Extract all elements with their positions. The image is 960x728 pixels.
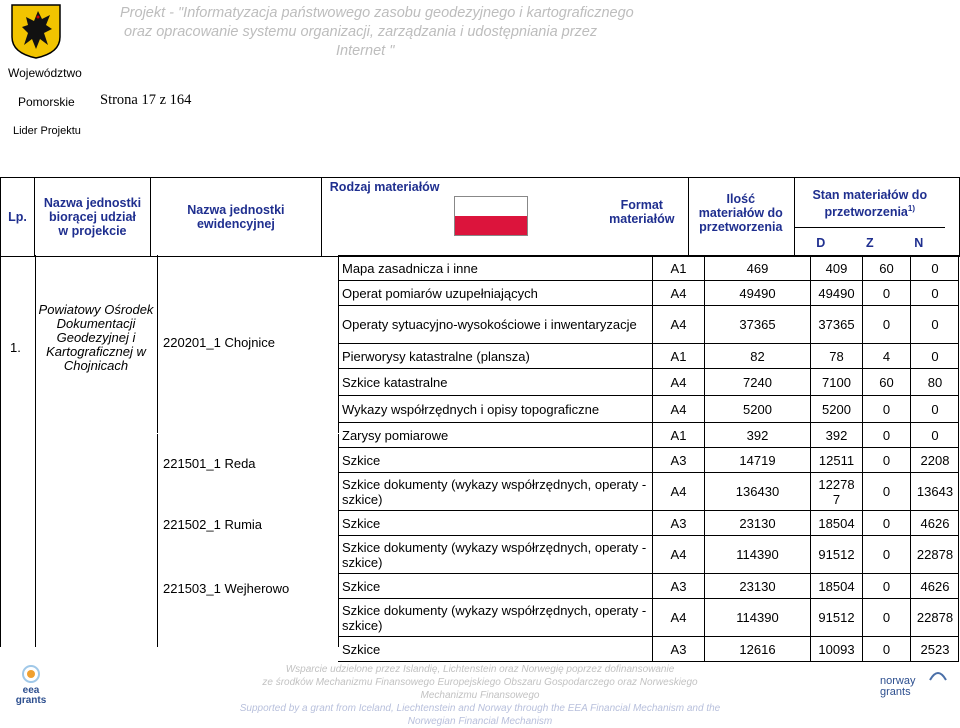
table-body	[0, 255, 960, 657]
cell-d: 18504	[810, 574, 862, 598]
cell-format: A4	[652, 473, 704, 510]
footer-line: ze środków Mechanizmu Finansowego Europejskiego Obszaru Gospodarczego oraz Norweskiego	[262, 677, 698, 688]
header-ilosc	[690, 192, 792, 234]
project-title-line: Internet "	[336, 43, 395, 59]
ewid-name: 221501_1 Reda	[163, 456, 256, 471]
norway-grants-text: norway grants	[880, 675, 916, 698]
unit-name	[36, 303, 156, 373]
header-ilosc-line: Ilość	[726, 192, 756, 206]
header-stan-sup: 1)	[907, 204, 916, 213]
table-row	[338, 598, 959, 636]
table-row	[338, 280, 959, 305]
header-unit	[34, 178, 150, 257]
cell-format: A4	[652, 306, 704, 343]
cell-n: 0	[910, 423, 959, 447]
header-divider	[795, 227, 945, 228]
header-unit-line: Nazwa jednostki	[43, 196, 142, 210]
cell-z: 0	[862, 473, 910, 510]
cell-ilosc: 7240	[704, 369, 810, 395]
cell-ilosc: 12616	[704, 637, 810, 661]
cell-n: 22878	[910, 599, 959, 636]
cell-ilosc: 37365	[704, 306, 810, 343]
cell-n: 4626	[910, 511, 959, 535]
norway-grants-logo	[880, 668, 950, 708]
project-title-line: oraz opracowanie systemu organizacji, zarządzania i udostępniania przez	[124, 24, 598, 40]
cell-ilosc: 82	[704, 344, 810, 368]
cell-ilosc: 114390	[704, 599, 810, 636]
header-divider	[794, 178, 795, 256]
cell-n: 4626	[910, 574, 959, 598]
cell-z: 0	[862, 396, 910, 422]
header-z: Z	[865, 236, 874, 250]
cell-d: 5200	[810, 396, 862, 422]
cell-z: 0	[862, 637, 910, 661]
cell-ilosc: 392	[704, 423, 810, 447]
cell-d: 78	[810, 344, 862, 368]
table-row	[338, 535, 959, 573]
footer-line: Supported by a grant from Iceland, Liechtenstein and Norway through the EEA Financial Mechanism and the	[239, 703, 721, 714]
footer-text	[85, 663, 875, 728]
cell-rodzaj: Pierworysy katastralne (plansza)	[342, 348, 530, 364]
cell-rodzaj: Mapa zasadnicza i inne	[342, 260, 478, 276]
unit-name-line: Powiatowy Ośrodek	[38, 302, 154, 317]
cell-z: 0	[862, 281, 910, 305]
header-unit-line: biorącej udział	[49, 210, 136, 224]
lp-value: 1.	[10, 340, 21, 355]
unit-name-line: Geodezyjnej i	[56, 330, 136, 345]
cell-format: A4	[652, 281, 704, 305]
table-row	[338, 422, 959, 447]
col-border	[157, 255, 158, 647]
wojewodztwo-label: Województwo	[8, 66, 82, 80]
header-stan-text: Stan materiałów do przetworzenia	[812, 188, 928, 220]
cell-format: A4	[652, 369, 704, 395]
table-bottom-border	[338, 661, 959, 662]
cell-ilosc: 49490	[704, 281, 810, 305]
col-border	[0, 255, 1, 647]
cell-n: 2208	[910, 448, 959, 472]
header-ilosc-line: materiałów do	[698, 206, 783, 220]
cell-d: 18504	[810, 511, 862, 535]
ewid-name: 221502_1 Rumia	[163, 517, 263, 532]
header-n: N	[914, 236, 924, 250]
cell-z: 0	[862, 536, 910, 573]
header-stan	[796, 188, 944, 219]
ewid-name: 221503_1 Wejherowo	[163, 581, 290, 596]
cell-d: 392	[810, 423, 862, 447]
coat-of-arms-logo	[10, 3, 62, 59]
cell-format: A4	[652, 599, 704, 636]
cell-n: 0	[910, 306, 959, 343]
cell-d: 10093	[810, 637, 862, 661]
header-rodzaj: Rodzaj materiałów	[329, 180, 440, 194]
cell-format: A4	[652, 396, 704, 422]
polish-flag-icon	[454, 196, 528, 236]
cell-d: 7100	[810, 369, 862, 395]
table-row	[338, 472, 959, 510]
cell-rodzaj: Szkice katastralne	[342, 374, 448, 390]
cell-n: 22878	[910, 536, 959, 573]
cell-format: A4	[652, 536, 704, 573]
cell-z: 0	[862, 511, 910, 535]
cell-n: 0	[910, 281, 959, 305]
cell-format: A1	[652, 423, 704, 447]
table-row	[338, 395, 959, 422]
header-format-line: Format	[620, 198, 663, 212]
header-d: D	[816, 236, 826, 250]
cell-rodzaj: Szkice	[342, 641, 381, 657]
cell-rodzaj: Szkice	[342, 578, 381, 594]
header-format-line: materiałów	[609, 212, 675, 226]
cell-d: 12511	[810, 448, 862, 472]
cell-format: A1	[652, 344, 704, 368]
cell-z: 0	[862, 574, 910, 598]
table-row	[338, 305, 959, 343]
cell-rodzaj: Szkice dokumenty (wykazy współrzędnych, operaty - szkice)	[342, 539, 647, 570]
table-row	[338, 636, 959, 661]
project-title-line: Projekt - "Informatyzacja państwowego zasobu geodezyjnego i kartograficznego	[120, 5, 634, 21]
unit-name-line: Kartograficznej w	[46, 344, 146, 359]
cell-d: 409	[810, 256, 862, 280]
lider-label: Lider Projektu	[13, 125, 81, 137]
ewid-name: 220201_1 Chojnice	[163, 335, 276, 350]
header-ewid: Nazwa jednostki ewidencyjnej	[151, 178, 322, 257]
header-right	[321, 178, 959, 257]
footer-line: Mechanizmu Finansowego	[420, 690, 540, 701]
cell-ilosc: 23130	[704, 574, 810, 598]
page-number: Strona 17 z 164	[100, 92, 192, 108]
cell-rodzaj: Operat pomiarów uzupełniających	[342, 285, 538, 301]
table-row	[338, 510, 959, 535]
wojewodztwo-value: Pomorskie	[18, 95, 75, 109]
cell-n: 80	[910, 369, 959, 395]
header-ilosc-line: przetworzenia	[699, 220, 783, 234]
eea-grants-text: eea grants	[15, 685, 47, 706]
footer-line: Wsparcie udzielone przez Islandię, Lichtenstein oraz Norwegię poprzez dofinansowanie	[285, 664, 675, 675]
cell-rodzaj: Szkice dokumenty (wykazy współrzędnych, operaty - szkice)	[342, 602, 647, 633]
cell-ilosc: 14719	[704, 448, 810, 472]
cell-rodzaj: Operaty sytuacyjno-wysokościowe i inwentaryzacje	[342, 317, 637, 332]
table-row	[338, 368, 959, 395]
unit-name-line: Chojnicach	[63, 358, 129, 373]
eea-grants-logo	[8, 664, 54, 708]
cell-format: A3	[652, 448, 704, 472]
cell-d: 49490	[810, 281, 862, 305]
group-divider	[157, 433, 339, 434]
cell-n: 13643	[910, 473, 959, 510]
cell-ilosc: 469	[704, 256, 810, 280]
cell-z: 0	[862, 423, 910, 447]
cell-n: 2523	[910, 637, 959, 661]
project-title	[120, 4, 640, 61]
cell-rodzaj: Wykazy współrzędnych i opisy topograficzne	[342, 401, 600, 417]
cell-ilosc: 5200	[704, 396, 810, 422]
header-format	[602, 198, 682, 226]
cell-d: 91512	[810, 599, 862, 636]
cell-rodzaj: Szkice dokumenty (wykazy współrzędnych, operaty - szkice)	[342, 476, 647, 507]
cell-rodzaj: Zarysy pomiarowe	[342, 427, 449, 443]
cell-d: 91512	[810, 536, 862, 573]
table-row	[338, 343, 959, 368]
header-lp: Lp.	[1, 178, 35, 257]
cell-format: A3	[652, 574, 704, 598]
cell-z: 0	[862, 448, 910, 472]
table-row	[338, 573, 959, 598]
cell-n: 0	[910, 344, 959, 368]
cell-d: 37365	[810, 306, 862, 343]
cell-ilosc: 114390	[704, 536, 810, 573]
table-row	[338, 255, 959, 280]
cell-z: 4	[862, 344, 910, 368]
materials-table	[0, 177, 960, 257]
cell-ilosc: 23130	[704, 511, 810, 535]
cell-n: 0	[910, 256, 959, 280]
cell-format: A1	[652, 256, 704, 280]
footer-line: Norwegian Financial Mechanism	[407, 716, 553, 727]
cell-format: A3	[652, 511, 704, 535]
cell-z: 60	[862, 256, 910, 280]
unit-name-line: Dokumentacji	[56, 316, 136, 331]
cell-format: A3	[652, 637, 704, 661]
cell-n: 0	[910, 396, 959, 422]
cell-d: 12278 7	[810, 473, 862, 510]
cell-z: 0	[862, 306, 910, 343]
cell-rodzaj: Szkice	[342, 452, 381, 468]
header-unit-line: w projekcie	[58, 224, 127, 238]
table-row	[338, 447, 959, 472]
table-right-border	[958, 255, 959, 661]
header-divider	[688, 178, 689, 256]
cell-rodzaj: Szkice	[342, 515, 381, 531]
cell-z: 60	[862, 369, 910, 395]
cell-z: 0	[862, 599, 910, 636]
cell-ilosc: 136430	[704, 473, 810, 510]
